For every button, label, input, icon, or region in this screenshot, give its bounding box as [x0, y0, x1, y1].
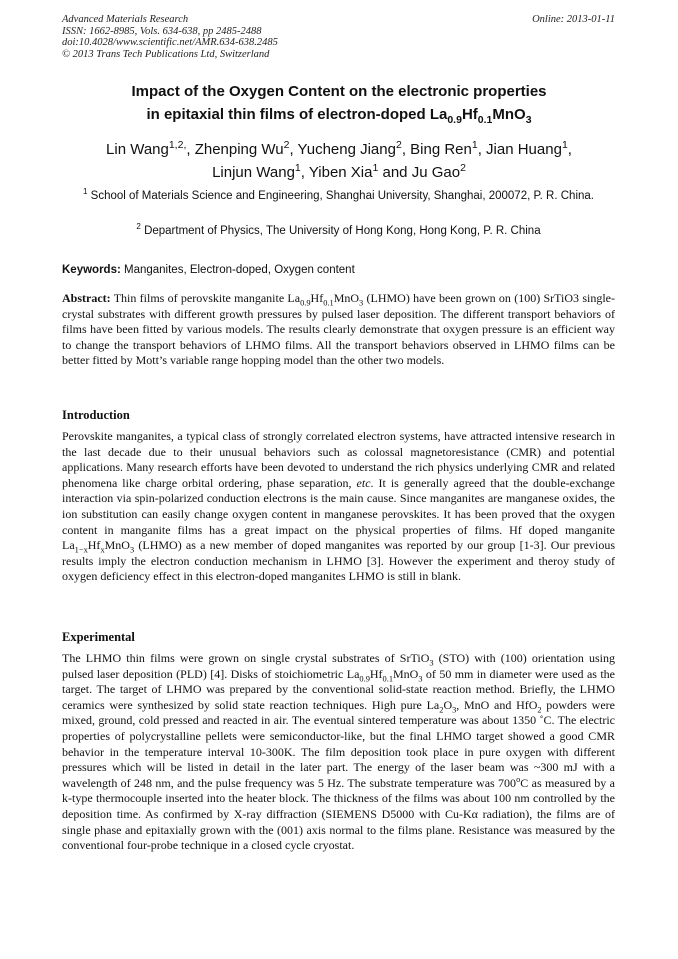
affiliation-2: $^2$ Department of Physics, The University of Hong Kong, Hong Kong, P. R. China	[136, 222, 541, 237]
paper-title	[40, 80, 638, 126]
keywords-text: Manganites, Electron-doped, Oxygen content	[120, 264, 355, 276]
title-line-2: in epitaxial thin films of electron-doped $La_{0.9}Hf_{0.1}MnO_3$	[146, 106, 532, 126]
abstract-label: Abstract:	[62, 291, 111, 305]
title-line-1: Impact of the Oxygen Content on the electronic properties	[131, 83, 547, 100]
doi-line: doi:10.4028/www.scientific.net/AMR.634-638.2485	[62, 37, 278, 48]
online-date: Online: 2013-01-11	[532, 14, 615, 25]
affiliation-1: $^1$ School of Materials Science and Engineering, Shanghai University, Shanghai, 200072, P. R. China.	[82, 187, 594, 202]
author-list	[40, 138, 638, 184]
introduction-heading: Introduction	[62, 408, 130, 422]
keywords	[62, 263, 615, 278]
introduction-text: Perovskite manganites, a typical class of strongly correlated electron systems, have attracted intensive research in the last decade due to their unusual behaviors such as colossal magnetoresistance (CMR) and potential applications. Many research efforts have been devoted to understand the rich physics underlying CMR and related phenomena like charge orbital ordering, phase separation, etc. It is generally agreed that the double-exchange interaction via spin-polarized conduction electrons is the main cause. Since manganites are manganese oxides, the ion substitution can easily change oxygen content in manganese perovskites. It has been proved that the oxygen content in manganite films has a great impact on the physical properties of films. Hf doped manganite $La_{1-x}Hf_xMnO_3$ (LHMO) as a new member of doped manganites was reported by our group [1-3]. Our previous results imply the electron conduction mechanism in LHMO [3]. However the experiment and theroy study of oxygen deficiency effect in this electron-doped manganites LHMO is still in blank.	[62, 429, 615, 584]
author-line-1: Lin Wang$^{1,2,}$, Zhenping Wu$^2$, Yucheng Jiang$^2$, Bing Ren$^1$, Jian Huang$^1$,	[106, 139, 572, 158]
journal-name: Advanced Materials Research	[62, 14, 189, 25]
experimental-heading: Experimental	[62, 630, 135, 644]
copyright-line: © 2013 Trans Tech Publications Ltd, Switzerland	[62, 48, 270, 60]
issn-line: ISSN: 1662-8985, Vols. 634-638, pp 2485-2488	[62, 25, 262, 37]
abstract: Abstract: Thin films of perovskite manganite $La_{0.9}Hf_{0.1}MnO_3$ (LHMO) have been grown on (100) SrTiO3 single-crystal substrates with different growth pressures by pulsed laser deposition. The different transport behaviors of films have been fitted by various models. The results clearly demonstrate that oxygen pressure is an efficient way to change the transport behaviors of LHMO films. All the transport behaviors observed in LHMO films can be better fitted by Mott’s variable range hopping model than the other two models.	[62, 291, 615, 368]
author-line-2: Linjun Wang$^1$, Yiben Xia$^1$ and Ju Gao$^2$	[212, 162, 466, 181]
experimental-text: The LHMO thin films were grown on single crystal substrates of SrTiO$_3$ (STO) with (100) orientation using pulsed laser deposition (PLD) [4]. Disks of stoichiometric $La_{0.9}Hf_{0.1}MnO_3$ of 50 mm in diameter were used as the target. The target of LHMO was prepared by the conventional solid-state reaction method. Briefly, the LHMO ceramics were synthesized by solid state reaction techniques. High pure $La_2O_3$, MnO and HfO$_2$ powders were mixed, ground, cold pressed and reacted in air. The eventual sintered temperature was about 1350 ˚C. The electric properties of polycrystalline pellets were semiconductor-like, but the final LHMO target showed a good CMR behavior in the temperature interval 10-300K. The film deposition took place in pure oxygen with different pressures which will be listed in detail in the later part. The energy of the laser beam was ~300 mJ with a wavelength of 248 nm, and the pulse frequency was 5 Hz. The substrate temperature was 700$^o$C as measured by a k-type thermocouple inserted into the heater block. The thickness of the films was about 100 nm controlled by the deposition time. As confirmed by X-ray diffraction (SIEMENS D5000 with Cu-Kα radiation), the films are of single phase and epitaxially grown with the (001) axis normal to the films plane. Resistance was measured by the conventional four-probe technique in a closed cycle cryostat.	[62, 651, 615, 853]
journal-header	[62, 14, 615, 60]
keywords-label: Keywords:	[62, 264, 121, 276]
